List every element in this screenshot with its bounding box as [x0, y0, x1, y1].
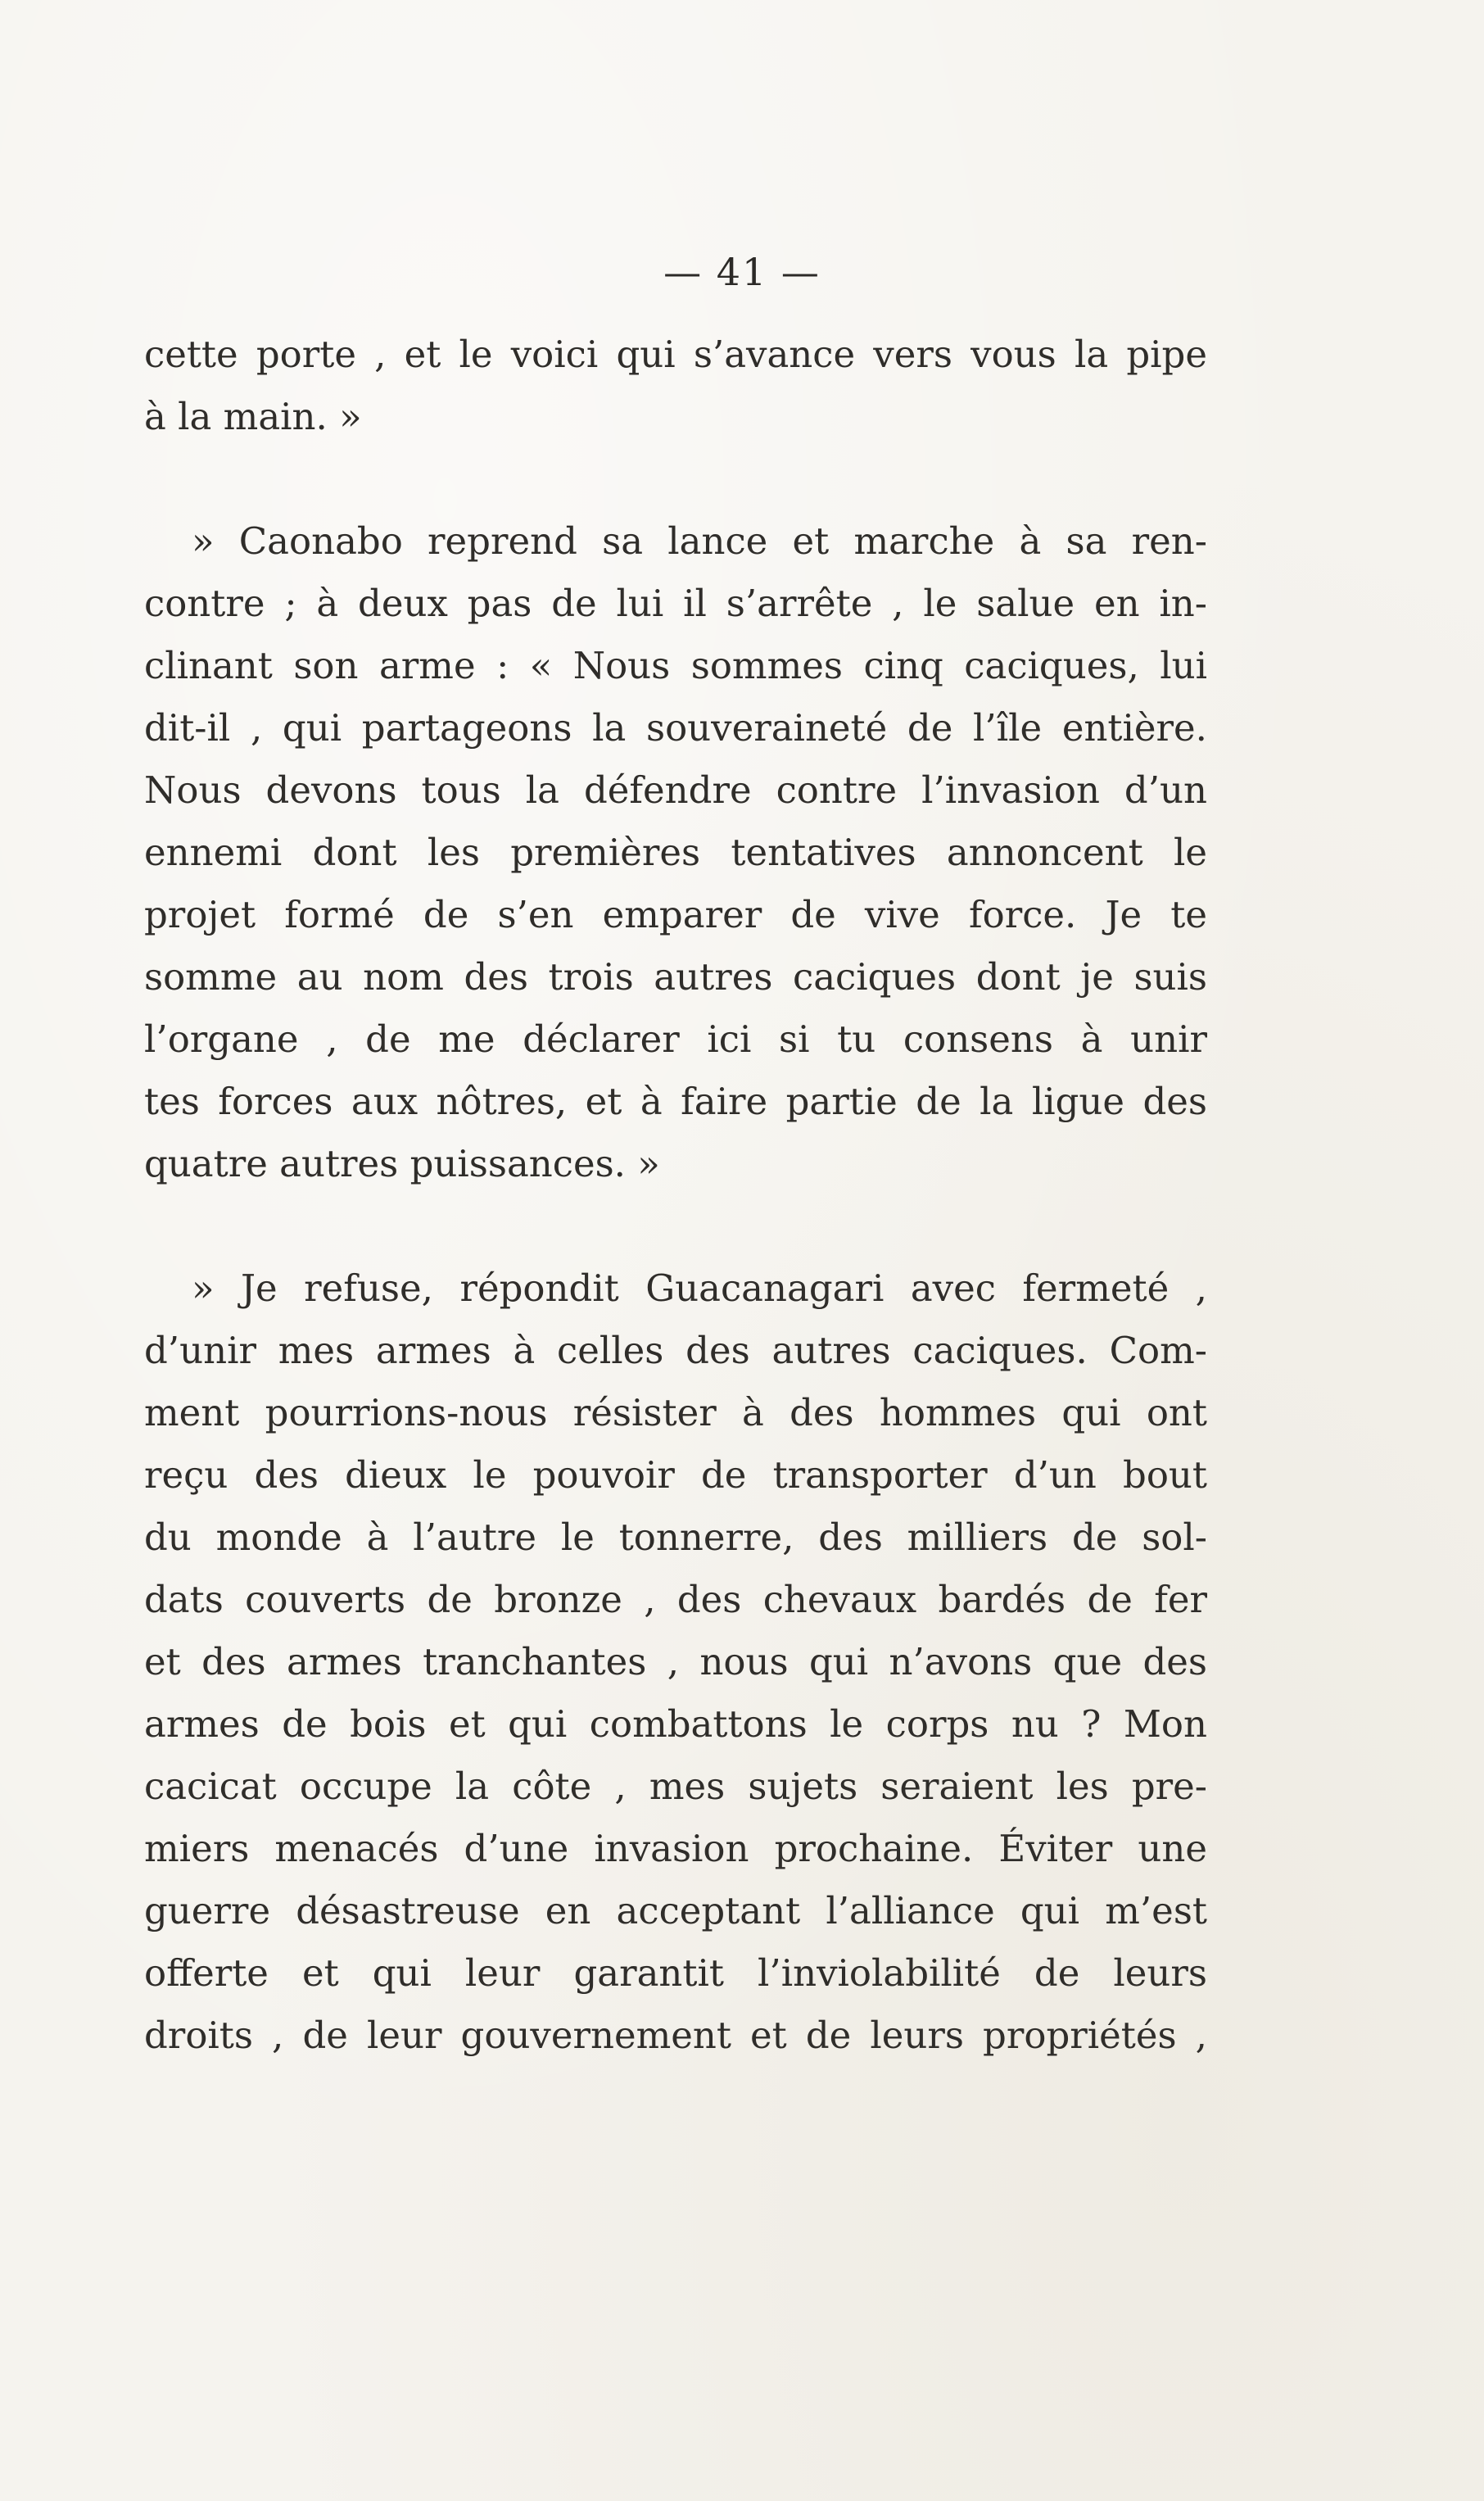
text-line: dit-il , qui partageons la souveraineté de l’île entière. — [144, 706, 1207, 750]
text-line: Nous devons tous la défendre contre l’invasion d’un — [144, 768, 1207, 812]
text-line: reçu des dieux le pouvoir de transporter d’un bout — [144, 1453, 1207, 1497]
paragraph — [144, 510, 1207, 1195]
paragraph-gap — [144, 448, 1207, 510]
text-line: à la main. » — [144, 395, 362, 438]
text-line: du monde à l’autre le tonnerre, des milliers de sol- — [144, 1516, 1207, 1559]
text-line: » Caonabo reprend sa lance et marche à sa ren- — [192, 519, 1207, 563]
text-line: quatre autres puissances. » — [144, 1142, 660, 1185]
text-line: contre ; à deux pas de lui il s’arrête , le salue en in- — [144, 582, 1207, 625]
text-line: cacicat occupe la côte , mes sujets seraient les pre- — [144, 1765, 1207, 1808]
paragraph — [144, 1257, 1207, 2067]
body-text — [144, 324, 1207, 2067]
text-line: cette porte , et le voici qui s’avance vers vous la pipe — [144, 333, 1207, 376]
paragraph — [144, 324, 1207, 448]
text-line: ennemi dont les premières tentatives annoncent le — [144, 831, 1207, 874]
text-line: somme au nom des trois autres caciques dont je suis — [144, 955, 1207, 999]
text-line: clinant son arme : « Nous sommes cinq caciques, lui — [144, 644, 1207, 687]
text-line: ment pourrions-nous résister à des hommes qui ont — [144, 1391, 1207, 1434]
paragraph-gap — [144, 1195, 1207, 1257]
text-line: et des armes tranchantes , nous qui n’avons que des — [144, 1640, 1207, 1683]
text-line: dats couverts de bronze , des chevaux bardés de fer — [144, 1578, 1207, 1621]
text-line: tes forces aux nôtres, et à faire partie de la ligue des — [144, 1080, 1207, 1123]
text-line: droits , de leur gouvernement et de leurs propriétés , — [144, 2014, 1207, 2057]
text-line: miers menacés d’une invasion prochaine. Éviter une — [144, 1827, 1207, 1870]
page-number: — 41 — — [663, 250, 821, 294]
text-line: offerte et qui leur garantit l’inviolabilité de leurs — [144, 1951, 1207, 1995]
text-line: projet formé de s’en emparer de vive force. Je te — [144, 893, 1207, 936]
text-line: armes de bois et qui combattons le corps nu ? Mon — [144, 1702, 1207, 1746]
text-line: l’organe , de me déclarer ici si tu consens à unir — [144, 1017, 1207, 1061]
text-line: d’unir mes armes à celles des autres caciques. Com- — [144, 1329, 1207, 1372]
text-line: » Je refuse, répondit Guacanagari avec fermeté , — [192, 1266, 1207, 1310]
text-line: guerre désastreuse en acceptant l’alliance qui m’est — [144, 1889, 1207, 1932]
